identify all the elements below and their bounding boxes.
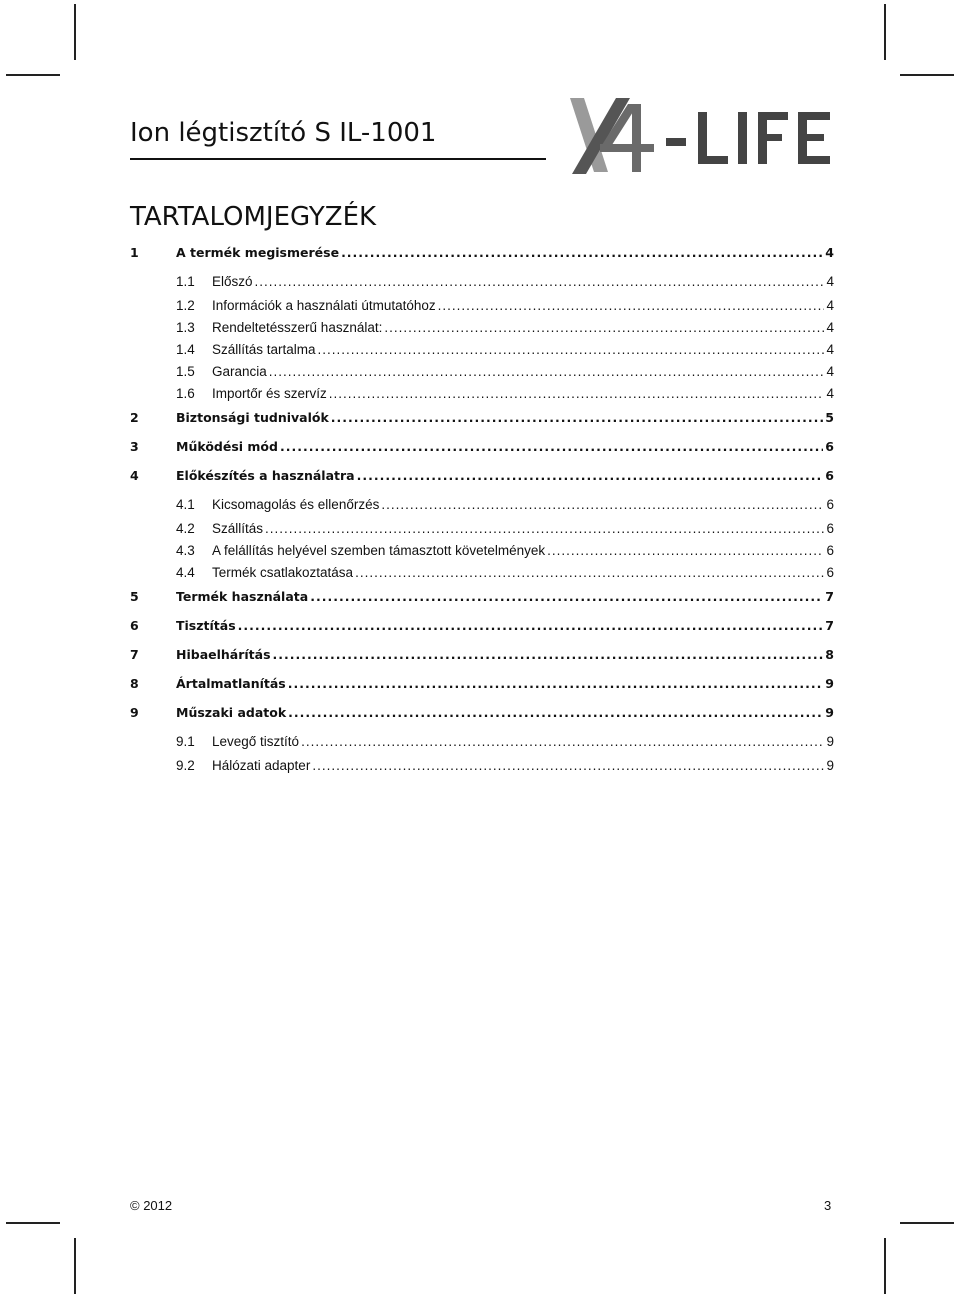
toc-entry[interactable] [130, 589, 834, 618]
toc-entry[interactable] [130, 298, 834, 320]
toc-entry-page: 6 [826, 565, 834, 580]
toc-dot-leader [273, 647, 824, 662]
toc-entry-title: Ártalmatlanítás [176, 676, 286, 691]
toc-entry-number: 4 [130, 468, 139, 483]
logo-four-stem [632, 104, 641, 172]
toc-entry[interactable] [130, 386, 834, 410]
toc-entry-number: 4.2 [176, 521, 195, 536]
toc-dot-leader [238, 618, 824, 633]
title-underline [130, 158, 546, 160]
toc-entry[interactable] [130, 245, 834, 274]
toc-entry-number: 7 [130, 647, 139, 662]
toc-entry-number: 4.4 [176, 565, 195, 580]
toc-dot-leader [331, 410, 824, 425]
toc-entry-page: 4 [826, 386, 834, 401]
toc-entry-title: Információk a használati útmutatóhoz [212, 298, 436, 313]
toc-entry-title: A felállítás helyével szemben támasztott követelmények [212, 543, 546, 558]
logo-e-mid [798, 134, 824, 141]
toc-entry-page: 6 [825, 468, 834, 483]
toc-entry[interactable] [130, 521, 834, 543]
toc-entry-page: 4 [826, 342, 834, 357]
toc-entry-title: Termék csatlakoztatása [212, 565, 354, 580]
toc-entry-number: 8 [130, 676, 139, 691]
toc-dot-leader [438, 298, 825, 313]
toc-entry-page: 6 [826, 521, 834, 536]
toc-entry-title: Hálózati adapter [212, 758, 311, 773]
toc-dot-leader [329, 386, 825, 401]
crop-mark-bottom-left [74, 1238, 76, 1294]
toc-entry-number: 1 [130, 245, 139, 260]
toc-entry-page: 4 [826, 298, 834, 313]
toc-entry-page: 9 [826, 758, 834, 773]
toc-entry-number: 4.1 [176, 497, 195, 512]
toc-entry-title: Tisztítás [176, 618, 236, 633]
toc-entry-title: Importőr és szervíz [212, 386, 327, 401]
toc-entry[interactable] [130, 439, 834, 468]
toc-entry-title: Előkészítés a használatra [176, 468, 355, 483]
toc-dot-leader [301, 734, 824, 749]
toc-entry[interactable] [130, 647, 834, 676]
toc-entry-number: 9.1 [176, 734, 195, 749]
toc-entry-number: 1.5 [176, 364, 195, 379]
toc-dot-leader [318, 342, 825, 357]
crop-mark-bottom-right [884, 1238, 886, 1294]
toc-entry-page: 9 [826, 734, 834, 749]
toc-entry[interactable] [130, 410, 834, 439]
toc-entry-title: Garancia [212, 364, 267, 379]
toc-entry-number: 6 [130, 618, 139, 633]
toc-entry[interactable] [130, 758, 834, 782]
toc-entry-number: 5 [130, 589, 139, 604]
crop-mark-bottom-left-h [6, 1222, 60, 1224]
toc-entry-page: 9 [825, 676, 834, 691]
logo-e-bottom [798, 156, 830, 164]
toc-entry-title: Termék használata [176, 589, 309, 604]
footer-page-number: 3 [824, 1198, 832, 1213]
toc-entry-page: 6 [826, 543, 834, 558]
toc-dot-leader [255, 274, 825, 289]
logo-four-bar [600, 144, 654, 152]
toc-dot-leader [269, 364, 825, 379]
toc-entry-number: 4.3 [176, 543, 195, 558]
crop-mark-top-right-h [900, 74, 954, 76]
logo-dash [666, 138, 686, 146]
logo-e-top [798, 112, 830, 120]
toc-entry-page: 4 [825, 245, 834, 260]
toc-dot-leader [288, 676, 824, 691]
toc-entry-page: 5 [825, 410, 834, 425]
toc-dot-leader [280, 439, 823, 454]
toc-entry-title: Rendeltetésszerű használat: [212, 320, 383, 335]
toc-entry-page: 6 [825, 439, 834, 454]
crop-mark-top-left-h [6, 74, 60, 76]
toc-entry[interactable] [130, 734, 834, 758]
toc-entry-page: 7 [825, 589, 834, 604]
toc-entry[interactable] [130, 364, 834, 386]
toc-entry-number: 9.2 [176, 758, 195, 773]
logo-f-mid [758, 134, 782, 141]
toc-entry[interactable] [130, 274, 834, 298]
toc-entry-title: Kicsomagolás és ellenőrzés [212, 497, 380, 512]
crop-mark-top-left [74, 4, 76, 60]
toc-dot-leader [547, 543, 824, 558]
toc-entry[interactable] [130, 705, 834, 734]
toc-entry-title: Biztonsági tudnivalók [176, 410, 329, 425]
crop-mark-top-right [884, 4, 886, 60]
toc-entry-number: 1.2 [176, 298, 195, 313]
toc-entry-title: A termék megismerése [176, 245, 340, 260]
toc-entry-number: 1.6 [176, 386, 195, 401]
toc-entry-number: 9 [130, 705, 139, 720]
toc-entry[interactable] [130, 565, 834, 589]
toc-entry-title: Szállítás [212, 521, 264, 536]
crop-mark-bottom-right-h [900, 1222, 954, 1224]
table-of-contents [130, 245, 834, 782]
toc-entry[interactable] [130, 543, 834, 565]
toc-entry-title: Működési mód [176, 439, 278, 454]
toc-entry-page: 4 [826, 274, 834, 289]
toc-entry-page: 6 [826, 497, 834, 512]
toc-entry-number: 1.1 [176, 274, 195, 289]
x4-life-logo [566, 92, 834, 178]
toc-entry-number: 3 [130, 439, 139, 454]
toc-entry[interactable] [130, 676, 834, 705]
toc-dot-leader [357, 468, 824, 483]
toc-entry[interactable] [130, 342, 834, 364]
toc-entry-title: Levegő tisztító [212, 734, 300, 749]
toc-dot-leader [265, 521, 824, 536]
toc-heading: TARTALOMJEGYZÉK [130, 202, 377, 232]
toc-dot-leader [312, 758, 824, 773]
toc-entry[interactable] [130, 497, 834, 521]
toc-entry-page: 4 [826, 364, 834, 379]
toc-entry-title: Előszó [212, 274, 253, 289]
logo-l-base [698, 156, 728, 164]
toc-entry[interactable] [130, 320, 834, 342]
toc-entry-page: 4 [826, 320, 834, 335]
toc-dot-leader [310, 589, 823, 604]
toc-entry-number: 1.3 [176, 320, 195, 335]
toc-entry[interactable] [130, 618, 834, 647]
toc-dot-leader [381, 497, 824, 512]
toc-dot-leader [355, 565, 824, 580]
toc-entry-page: 9 [825, 705, 834, 720]
toc-dot-leader [341, 245, 823, 260]
toc-entry[interactable] [130, 468, 834, 497]
toc-entry-title: Műszaki adatok [176, 705, 287, 720]
document-title: Ion légtisztító S IL-1001 [130, 118, 437, 148]
toc-entry-number: 2 [130, 410, 139, 425]
toc-dot-leader [288, 705, 823, 720]
toc-entry-title: Szállítás tartalma [212, 342, 316, 357]
toc-entry-page: 7 [825, 618, 834, 633]
logo-f-top [758, 112, 788, 120]
toc-entry-number: 1.4 [176, 342, 195, 357]
toc-dot-leader [384, 320, 824, 335]
logo-i [738, 112, 747, 164]
toc-entry-title: Hibaelhárítás [176, 647, 271, 662]
footer-copyright: © 2012 [130, 1198, 173, 1213]
toc-entry-page: 8 [825, 647, 834, 662]
